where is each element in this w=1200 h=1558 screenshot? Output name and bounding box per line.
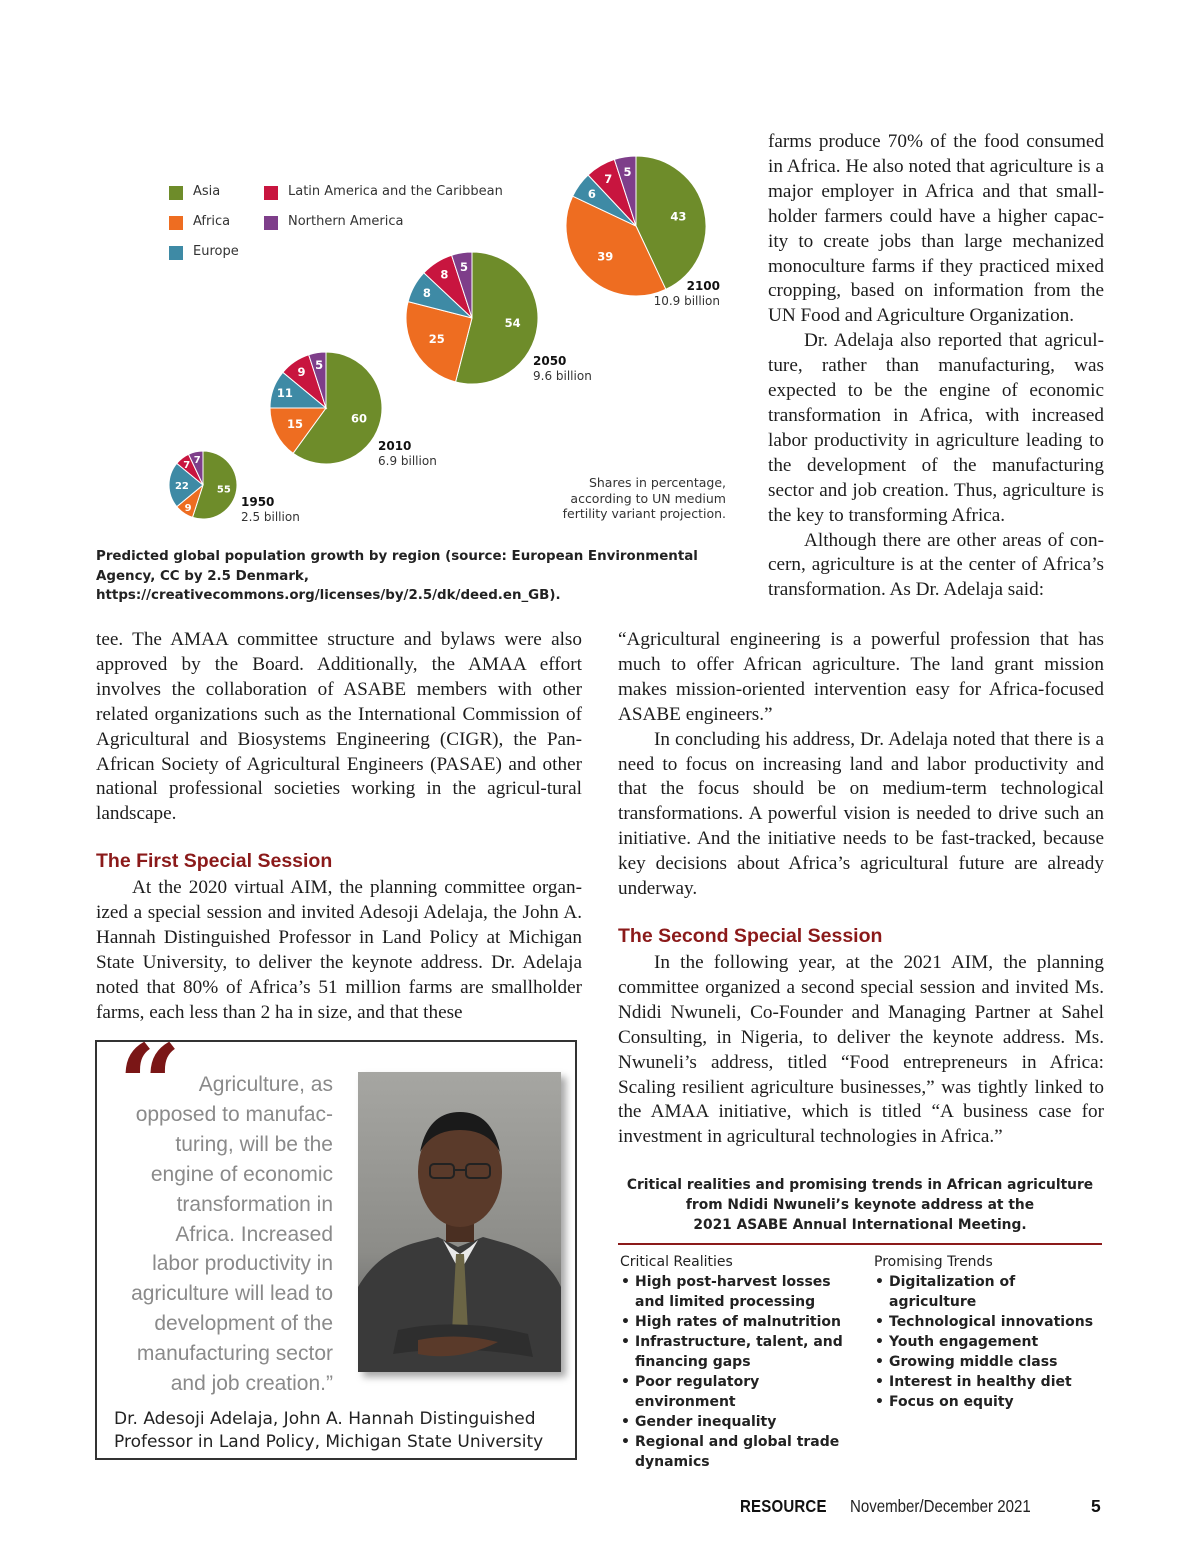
paragraph: In the following year, at the 2021 AIM, the planning committee organized a second special session and invited Ms. Ndidi Nwuneli, Co-Founder and Managing Partner at Sahel Consulting, in Nigeria, to deliver the keynote address. Ms. Nwuneli’s address, titled “Food entrepreneurs in Africa: Scaling resilient agriculture businesses,” was tightly linked to the AMAA initiative, which is titled “A business case for investment in agricultural technologies in Africa.” (618, 952, 1104, 1148)
table-rule (618, 1243, 1102, 1245)
pie-value-label: 60 (351, 411, 368, 426)
pie-value-label: 22 (174, 481, 189, 492)
pie-year-label: 2050 (533, 354, 567, 368)
pie-value-label: 7 (193, 455, 201, 467)
quote-attribution: Dr. Adesoji Adelaja, John A. Hannah Distinguished Professor in Land Policy, Michigan State University (114, 1409, 544, 1452)
portrait-illustration (358, 1072, 561, 1372)
section-heading-second-session: The Second Special Session (618, 925, 883, 947)
pie-value-label: 15 (287, 416, 304, 431)
population-figure (96, 150, 746, 545)
paragraph: Dr. Adelaja also reported that agricul-ture, rather than manufacturing, was expected to be the engine of economic transformation in Africa, with increased labor productivity in agriculture leading to the development of the manufacturing sector and job creation. Thus, agriculture is the key to transforming Africa. (768, 330, 1104, 526)
column-header: Critical Realities (620, 1254, 733, 1270)
right-top-text (768, 130, 1104, 603)
list-item: • Poor regulatory environment (620, 1372, 850, 1412)
list-item: • Technological innovations (874, 1312, 1104, 1332)
pull-quote-text: Agriculture, as opposed to manufac- turing, will be the engine of economic transformation in Africa. Increased labor productivity in agriculture will lead to development of the manufacturing sector and job creation.” (131, 1073, 333, 1396)
quote-mark-icon: “ (118, 1020, 182, 1149)
list-item: • Digitalization of agriculture (874, 1272, 1104, 1312)
chart-note: Shares in percentage, according to UN medium fertility variant projection. (562, 475, 726, 521)
right-column-text-2 (618, 951, 1104, 1150)
column-header: Promising Trends (874, 1254, 993, 1270)
list-item: • Regional and global trade dynamics (620, 1432, 850, 1472)
portrait-photo (358, 1072, 561, 1372)
figure-caption: Predicted global population growth by region (source: European Environmental Agency, CC by 2.5 Denmark, https://creativecommons.org/licenses/by/2.5/dk/deed.en_GB). (96, 549, 698, 603)
pie-value-label: 8 (440, 267, 449, 282)
pie-value-label: 9 (297, 364, 306, 379)
list-item: • Youth engagement (874, 1332, 1104, 1352)
critical-realities-column (620, 1252, 850, 1472)
pie-value-label: 55 (216, 484, 231, 496)
left-column-text (96, 628, 582, 827)
paragraph: Although there are other areas of con-cern, agriculture is at the center of Africa’s transformation. As Dr. Adelaja said: (768, 529, 1104, 601)
pie-year-label: 1950 (241, 495, 275, 509)
paragraph: farms produce 70% of the food consumed in Africa. He also noted that agriculture is a major employer in Africa and that small-holder farmers could have a higher capac-ity to create jobs than large mechanized monoculture farms if they practiced mixed cropping, based on information from the UN Food and Agriculture Organization. (768, 131, 1104, 327)
pie-value-label: 5 (459, 260, 468, 275)
list-item: • Gender inequality (620, 1412, 850, 1432)
legend-label-europe: Europe (193, 244, 239, 259)
section-heading-first-session: The First Special Session (96, 850, 333, 872)
table-caption: Critical realities and promising trends in African agriculture from Ndidi Nwuneli’s keynote address at the 2021 ASABE Annual International Meeting. (626, 1177, 1094, 1233)
pie-value-label: 6 (587, 186, 596, 201)
pie-value-label: 9 (184, 502, 192, 514)
pie-value-label: 43 (670, 209, 687, 224)
legend-label-latin-america: Latin America and the Caribbean (288, 184, 503, 199)
pie-value-label: 54 (504, 316, 521, 331)
legend-label-africa: Africa (193, 214, 231, 229)
right-column-text (618, 628, 1104, 902)
list-item: • High post-harvest losses and limited processing (620, 1272, 850, 1312)
pie-value-label: 7 (604, 172, 613, 187)
pie-value-label: 25 (428, 331, 445, 346)
list-item: • Infrastructure, talent, and financing gaps (620, 1332, 850, 1372)
promising-trends-column (874, 1252, 1104, 1412)
pie-value-label: 5 (623, 165, 632, 180)
list-item: • Interest in healthy diet (874, 1372, 1104, 1392)
pie-value-label: 8 (422, 286, 431, 301)
pie-value-label: 11 (276, 386, 293, 401)
pie-value-label: 7 (183, 460, 191, 472)
legend-label-northern-america: Northern America (288, 214, 404, 229)
paragraph: tee. The AMAA committee structure and bylaws were also approved by the Board. Additionally, the AMAA effort involves the collaboration of ASABE members with other related organizations such as the International Commission of Agricultural and Biosystems Engineering (CIGR), the Pan-African Society of Agricultural Engineers (PASAE) and other national professional societies working in the agricul-tural landscape. (96, 629, 582, 825)
pie-value-label: 39 (597, 249, 614, 264)
paragraph: At the 2020 virtual AIM, the planning committee organ-ized a special session and invited Adesoji Adelaja, the John A. Hannah Distinguished Professor in Land Policy at Michigan State University, to deliver the keynote address. Dr. Adelaja noted that 80% of Africa’s 51 million farms are smallholder farms, each less than 2 ha in size, and that these (96, 877, 582, 1023)
footer-issue-date: November/December 2021 (850, 1496, 1031, 1516)
pie-year-label: 2100 (686, 279, 720, 293)
list-item: • Growing middle class (874, 1352, 1104, 1372)
pie-population-label: 10.9 billion (653, 294, 720, 308)
left-column-text-2 (96, 876, 582, 1025)
pie-year-label: 2010 (378, 439, 412, 453)
pie-population-label: 6.9 billion (378, 454, 437, 468)
pie-population-label: 2.5 billion (241, 510, 300, 524)
paragraph: “Agricultural engineering is a powerful profession that has much to offer African agriculture. The land grant mission makes mission-oriented intervention easy for Africa-focused ASABE engineers.” (618, 629, 1104, 725)
list-item: • Focus on equity (874, 1392, 1104, 1412)
pie-population-label: 9.6 billion (533, 369, 592, 383)
footer-magazine-name: RESOURCE (740, 1496, 827, 1516)
pie-value-label: 5 (315, 357, 324, 372)
paragraph: In concluding his address, Dr. Adelaja noted that there is a need to focus on increasing land and labor productivity and that the focus should be on medium-term technological transformations. A powerful vision is needed to drive such an initiative. And the initiative needs to be fast-tracked, because key decisions about Africa’s agricultural future are already underway. (618, 728, 1104, 900)
footer-page-number: 5 (1091, 1496, 1101, 1516)
legend-label-asia: Asia (193, 184, 221, 199)
list-item: • High rates of malnutrition (620, 1312, 850, 1332)
